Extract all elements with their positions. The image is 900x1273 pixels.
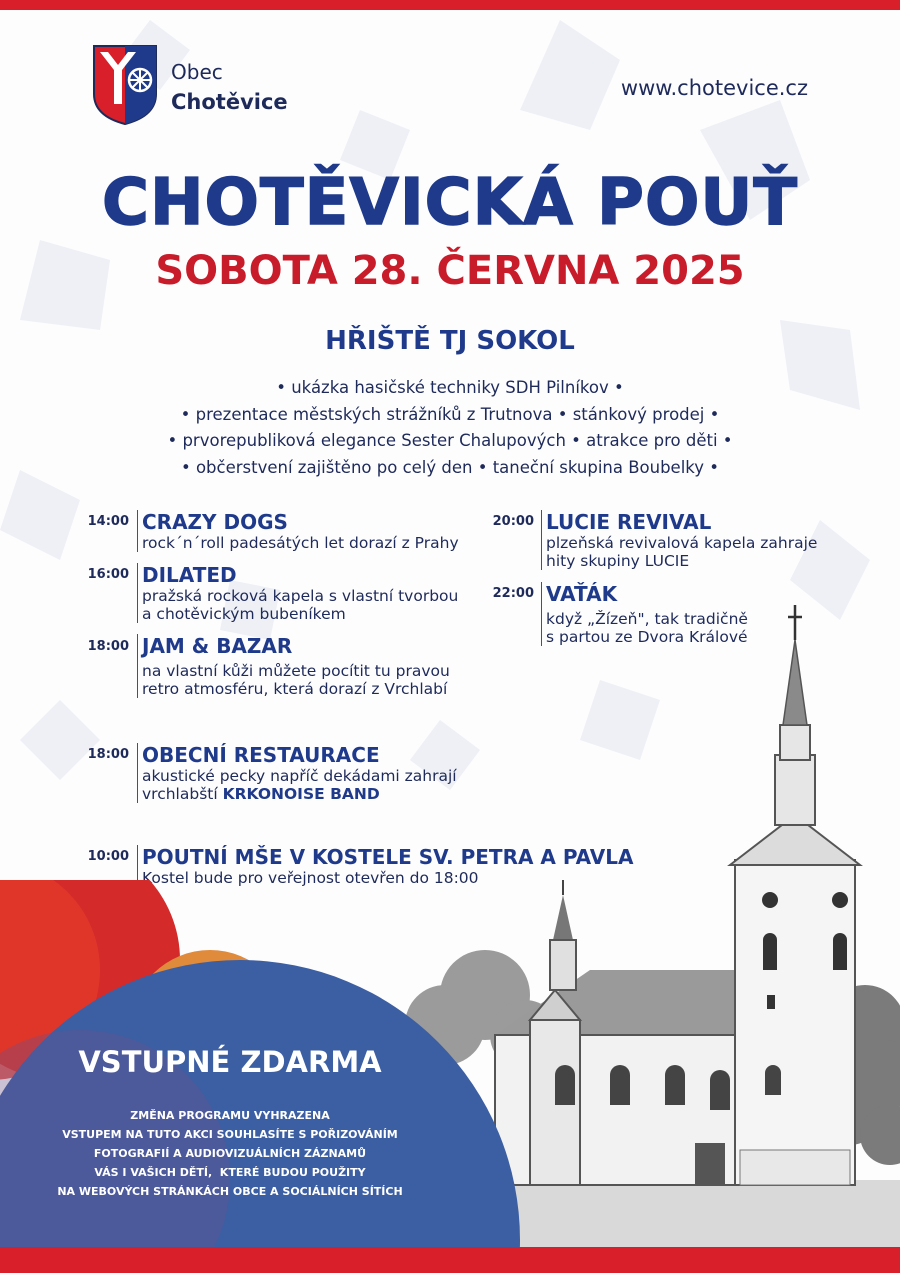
obec-label: Obec — [171, 60, 223, 84]
program-time: 22:00 — [492, 586, 534, 601]
program-desc: když „Žízeň", tak tradičně — [546, 610, 748, 628]
footer-note: VÁS I VAŠICH DĚTÍ, KTERÉ BUDOU POUŽITY — [94, 1166, 366, 1179]
program-name: DILATED — [142, 563, 237, 587]
event-title: CHOTĚVICKÁ POUŤ — [102, 166, 798, 240]
program-time: 14:00 — [87, 514, 129, 529]
top-red-bar — [0, 0, 900, 10]
program-time: 20:00 — [492, 514, 534, 529]
program-name: POUTNÍ MŠE V KOSTELE SV. PETRA A PAVLA — [142, 845, 634, 869]
program-time: 18:00 — [87, 639, 129, 654]
footer-note: VSTUPEM NA TUTO AKCI SOUHLASÍTE S POŘIZOVÁNÍM — [62, 1128, 398, 1141]
bottom-red-bar — [0, 1247, 900, 1273]
feature-line: • občerstvení zajištěno po celý den • taneční skupina Boubelky • — [180, 457, 720, 477]
program-desc: hity skupiny LUCIE — [546, 552, 690, 570]
footer-note: ZMĚNA PROGRAMU VYHRAZENA — [130, 1109, 330, 1122]
obec-name: Chotěvice — [171, 90, 288, 114]
program-desc-prefix: vrchlabští — [142, 785, 223, 803]
program-desc: akustické pecky napříč dekádami zahrají — [142, 767, 457, 785]
event-venue: HŘIŠTĚ TJ SOKOL — [325, 326, 575, 356]
program-name: CRAZY DOGS — [142, 510, 288, 534]
program-name: OBECNÍ RESTAURACE — [142, 743, 380, 767]
program-name: VAŤÁK — [546, 582, 618, 606]
features-list — [0, 375, 900, 481]
feature-line: • prezentace městských strážníků z Trutnova • stánkový prodej • — [180, 404, 720, 424]
program-time: 10:00 — [87, 849, 129, 864]
footer-note: NA WEBOVÝCH STRÁNKÁCH OBCE A SOCIÁLNÍCH SÍTÍCH — [57, 1185, 403, 1198]
program-desc: plzeňská revivalová kapela zahraje — [546, 534, 818, 552]
feature-line: • prvorepubliková elegance Sester Chalupových • atrakce pro děti • — [167, 431, 733, 450]
program-name: LUCIE REVIVAL — [546, 510, 712, 534]
program-desc: s partou ze Dvora Králové — [546, 628, 748, 646]
program-desc: Kostel bude pro veřejnost otevřen do 18:00 — [142, 869, 479, 887]
coat-of-arms-icon — [92, 44, 158, 126]
program-name: JAM & BAZAR — [142, 634, 293, 658]
free-entry-heading: VSTUPNÉ ZDARMA — [78, 1045, 382, 1079]
program-desc: na vlastní kůži můžete pocítit tu pravou — [142, 662, 450, 680]
feature-line: • ukázka hasičské techniky SDH Pilníkov • — [276, 378, 624, 397]
footer-note: FOTOGRAFIÍ A AUDIOVIZUÁLNÍCH ZÁZNAMŮ — [93, 1147, 367, 1160]
program-time: 16:00 — [87, 567, 129, 582]
program-desc-band: KRKONOISE BAND — [222, 785, 380, 803]
program-desc: pražská rocková kapela s vlastní tvorbou — [142, 587, 459, 605]
program-desc: retro atmosféru, která dorazí z Vrchlabí — [142, 680, 448, 698]
footer-notes — [20, 1106, 440, 1201]
program-desc: a chotěvickým bubeníkem — [142, 605, 346, 623]
program-desc: rock´n´roll padesátých let dorazí z Prahy — [142, 534, 459, 552]
program-time: 18:00 — [87, 747, 129, 762]
website-link[interactable]: www.chotevice.cz — [620, 76, 808, 100]
event-date: SOBOTA 28. ČERVNA 2025 — [155, 248, 745, 294]
